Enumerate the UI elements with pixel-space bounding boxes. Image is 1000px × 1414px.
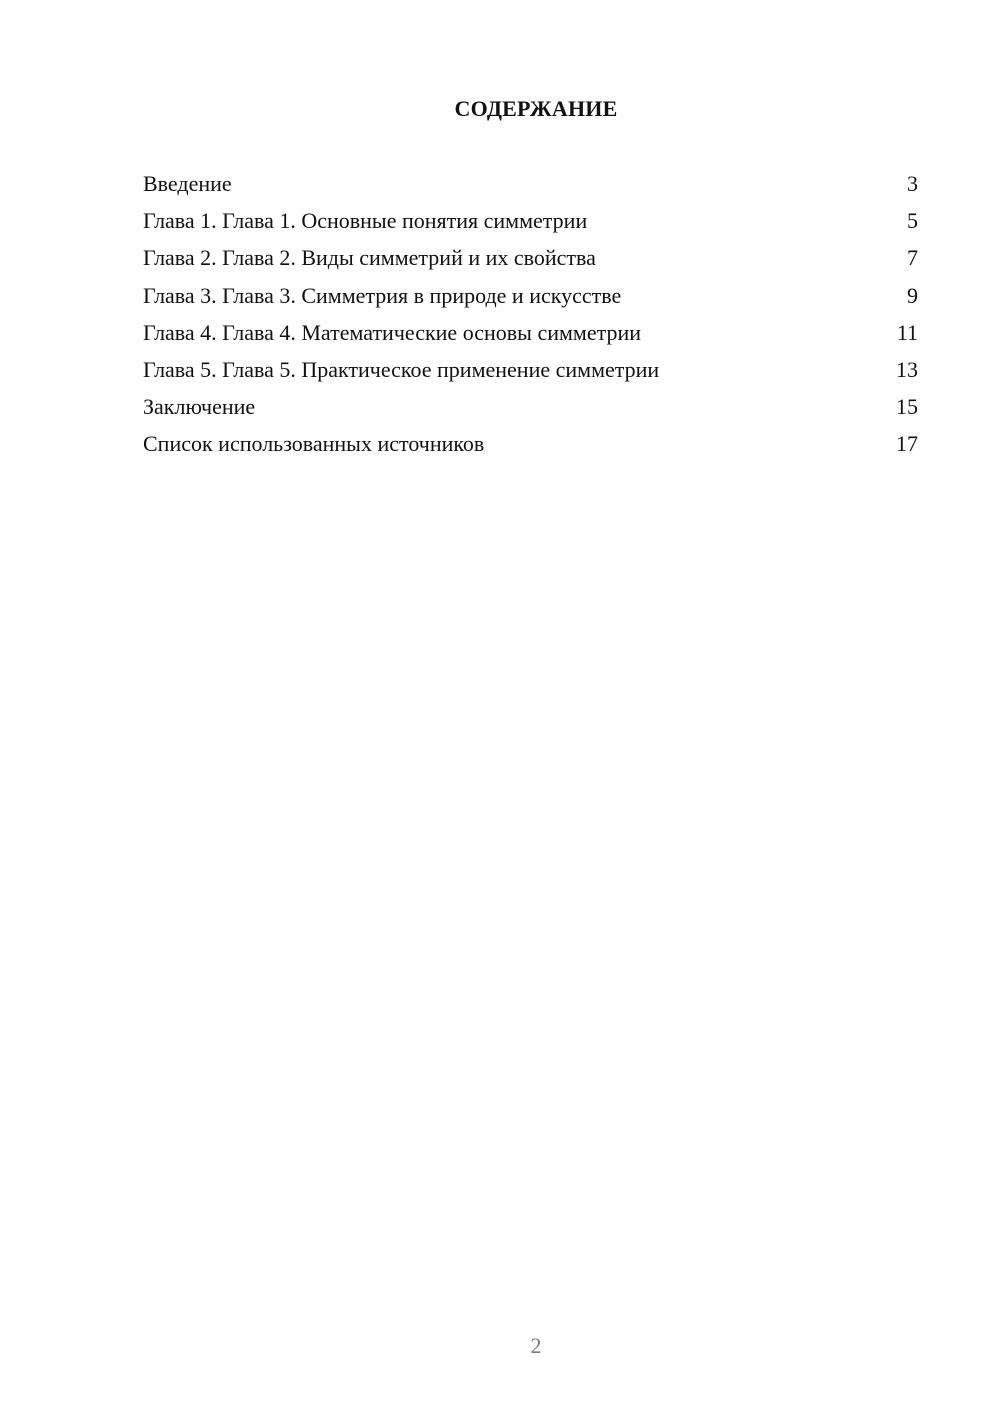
toc-entry-chapter-5 bbox=[143, 355, 918, 392]
toc-entry-label: Глава 4. Глава 4. Математические основы симметрии bbox=[143, 319, 642, 345]
toc-entry-page: 17 bbox=[896, 431, 918, 457]
toc-entry-label: Введение bbox=[143, 171, 232, 196]
toc-entry-label: Глава 3. Глава 3. Симметрия в природе и искусстве bbox=[143, 282, 622, 308]
toc-entry-page: 3 bbox=[907, 171, 918, 196]
toc-entry-label: Глава 2. Глава 2. Виды симметрий и их свойства bbox=[143, 245, 596, 271]
page-number: 2 bbox=[530, 1333, 542, 1358]
toc-entry-chapter-3 bbox=[143, 281, 918, 318]
toc-entry-label: Список использованных источников bbox=[143, 431, 485, 457]
toc-entry-label: Глава 1. Глава 1. Основные понятия симметрии bbox=[143, 208, 588, 234]
toc-entry-label: Глава 5. Глава 5. Практическое применение симметрии bbox=[143, 356, 660, 382]
toc-title: СОДЕРЖАНИЕ bbox=[454, 96, 618, 121]
toc-entry-chapter-2 bbox=[143, 243, 918, 280]
toc-entry-introduction bbox=[143, 169, 918, 206]
toc-entry-page: 9 bbox=[907, 282, 918, 308]
toc-entry-chapter-4 bbox=[143, 318, 918, 355]
toc-entry-page: 13 bbox=[896, 356, 918, 382]
toc-entry-conclusion bbox=[143, 392, 918, 429]
toc-entry-label: Заключение bbox=[143, 394, 256, 420]
toc-entry-chapter-1 bbox=[143, 206, 918, 243]
toc-entry-page: 11 bbox=[896, 319, 918, 345]
toc-entry-page: 15 bbox=[896, 394, 918, 420]
toc-entry-page: 5 bbox=[907, 208, 918, 234]
toc-entry-page: 7 bbox=[907, 245, 918, 271]
toc-entry-references bbox=[143, 429, 918, 466]
table-of-contents bbox=[143, 169, 918, 467]
